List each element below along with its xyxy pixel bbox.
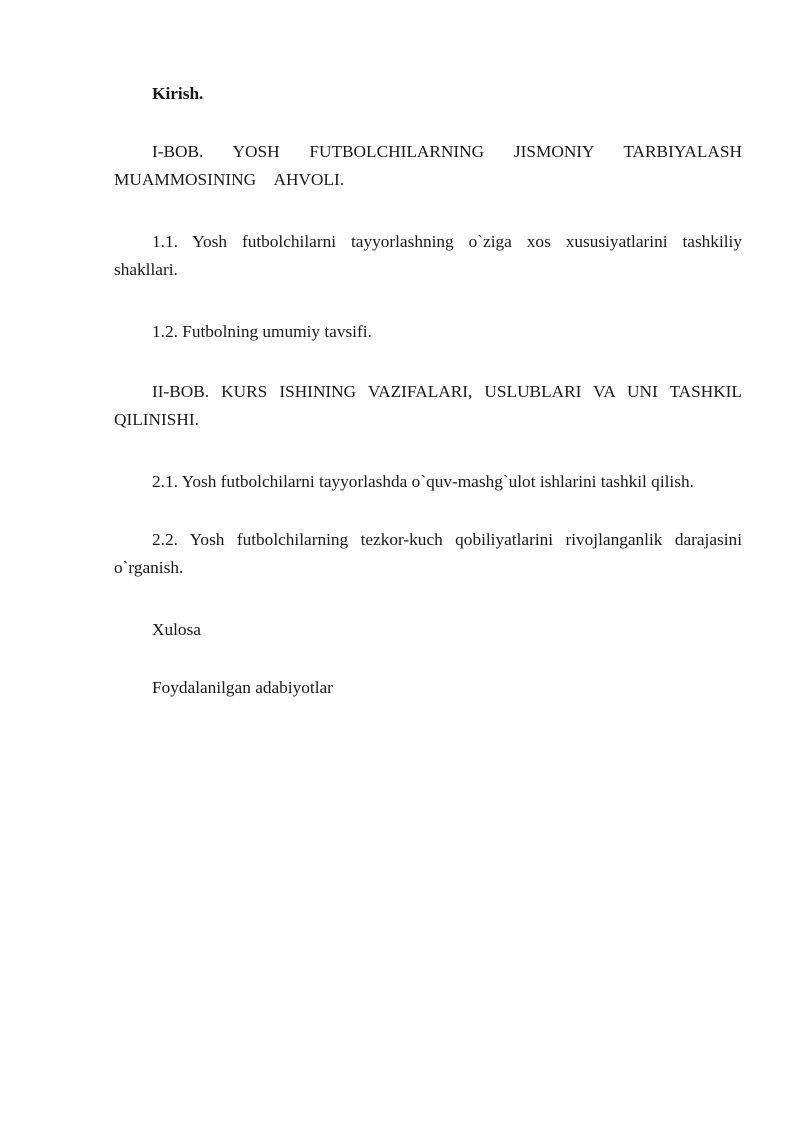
- toc-entry-section-1-2: 1.2. Futbolning umumiy tavsifi.: [152, 322, 372, 341]
- toc-entry-chapter-2: II-BOB. KURS ISHINING VAZIFALARI, USLUBLARI VA UNI TASHKIL QILINISHI.: [114, 382, 742, 429]
- toc-entry-conclusion: Xulosa: [152, 620, 201, 639]
- toc-entry-section-2-1: 2.1. Yosh futbolchilarni tayyorlashda o`quv-mashg`ulot ishlarini tashkil qilish.: [152, 472, 694, 491]
- toc-entry-chapter-1: I-BOB. YOSH FUTBOLCHILARNING JISMONIY TARBIYALASH MUAMMOSINING AHVOLI.: [114, 142, 742, 189]
- toc-entry-section-2-2: 2.2. Yosh futbolchilarning tezkor-kuch qobiliyatlarini rivojlanganlik darajasini o`rganish.: [114, 530, 742, 577]
- toc-entry-section-1-1: 1.1. Yosh futbolchilarni tayyorlashning o`ziga xos xususiyatlarini tashkiliy shakllari.: [114, 232, 742, 279]
- toc-entry-intro: Kirish.: [152, 84, 204, 103]
- toc-entry-references: Foydalanilgan adabiyotlar: [152, 678, 333, 697]
